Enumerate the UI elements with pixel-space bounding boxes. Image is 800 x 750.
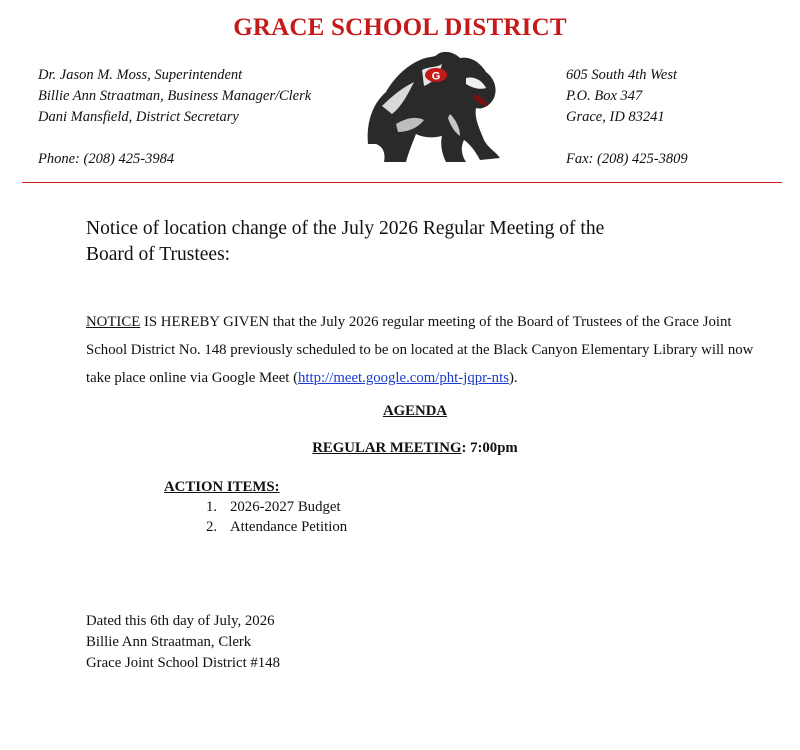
list-item-label: Attendance Petition [230, 519, 348, 535]
google-meet-link[interactable]: http://meet.google.com/pht-jqpr-nts [298, 370, 509, 386]
notice-body-text: IS HEREBY GIVEN that the July 2026 regular meeting of the Board of Trustees of the Grace Joint School District No. 148 previously scheduled to be on located at the Black Canyon Elementary Library will now take place online via Google Meet ( [86, 314, 754, 386]
notice-heading-line1: Notice of location change of the July 2026 Regular Meeting of the [86, 218, 605, 239]
notice-lead-word: NOTICE [86, 314, 141, 330]
phone-number: Phone: (208) 425-3984 [38, 151, 175, 167]
regular-meeting-label: REGULAR MEETING [312, 440, 462, 456]
district-title: GRACE SCHOOL DISTRICT [233, 14, 567, 41]
staff-secretary: Dani Mansfield, District Secretary [38, 109, 239, 125]
signature-block [86, 611, 280, 674]
svg-text:G: G [431, 70, 441, 83]
agenda-title: AGENDA [382, 403, 448, 419]
list-item-number: 2. [206, 519, 218, 535]
fax-number: Fax: (208) 425-3809 [566, 151, 688, 167]
regular-meeting-time: : 7:00pm [461, 440, 518, 456]
address-street: 605 South 4th West [566, 67, 678, 83]
list-item [206, 517, 347, 537]
notice-heading [86, 216, 686, 268]
address-city: Grace, ID 83241 [566, 109, 665, 125]
staff-list [38, 65, 311, 128]
dated-line: Dated this 6th day of July, 2026 [86, 613, 275, 629]
header-divider [22, 182, 782, 183]
clerk-name: Billie Ann Straatman, Clerk [86, 634, 252, 650]
grizzly-bear-logo-icon [362, 48, 508, 168]
regular-meeting-line [0, 440, 800, 457]
list-item [206, 497, 347, 517]
address-po-box: P.O. Box 347 [566, 88, 643, 104]
district-signature: Grace Joint School District #148 [86, 655, 280, 671]
staff-superintendent: Dr. Jason M. Moss, Superintendent [38, 67, 243, 83]
action-items-list [206, 497, 347, 537]
district-address [566, 65, 677, 128]
notice-heading-line2: Board of Trustees: [86, 244, 231, 265]
list-item-label: 2026-2027 Budget [230, 499, 341, 515]
list-item-number: 1. [206, 499, 218, 515]
action-items-title: ACTION ITEMS: [164, 479, 280, 495]
staff-business-manager: Billie Ann Straatman, Business Manager/Clerk [38, 88, 312, 104]
notice-body-end: ). [508, 370, 518, 386]
notice-body [86, 308, 756, 392]
